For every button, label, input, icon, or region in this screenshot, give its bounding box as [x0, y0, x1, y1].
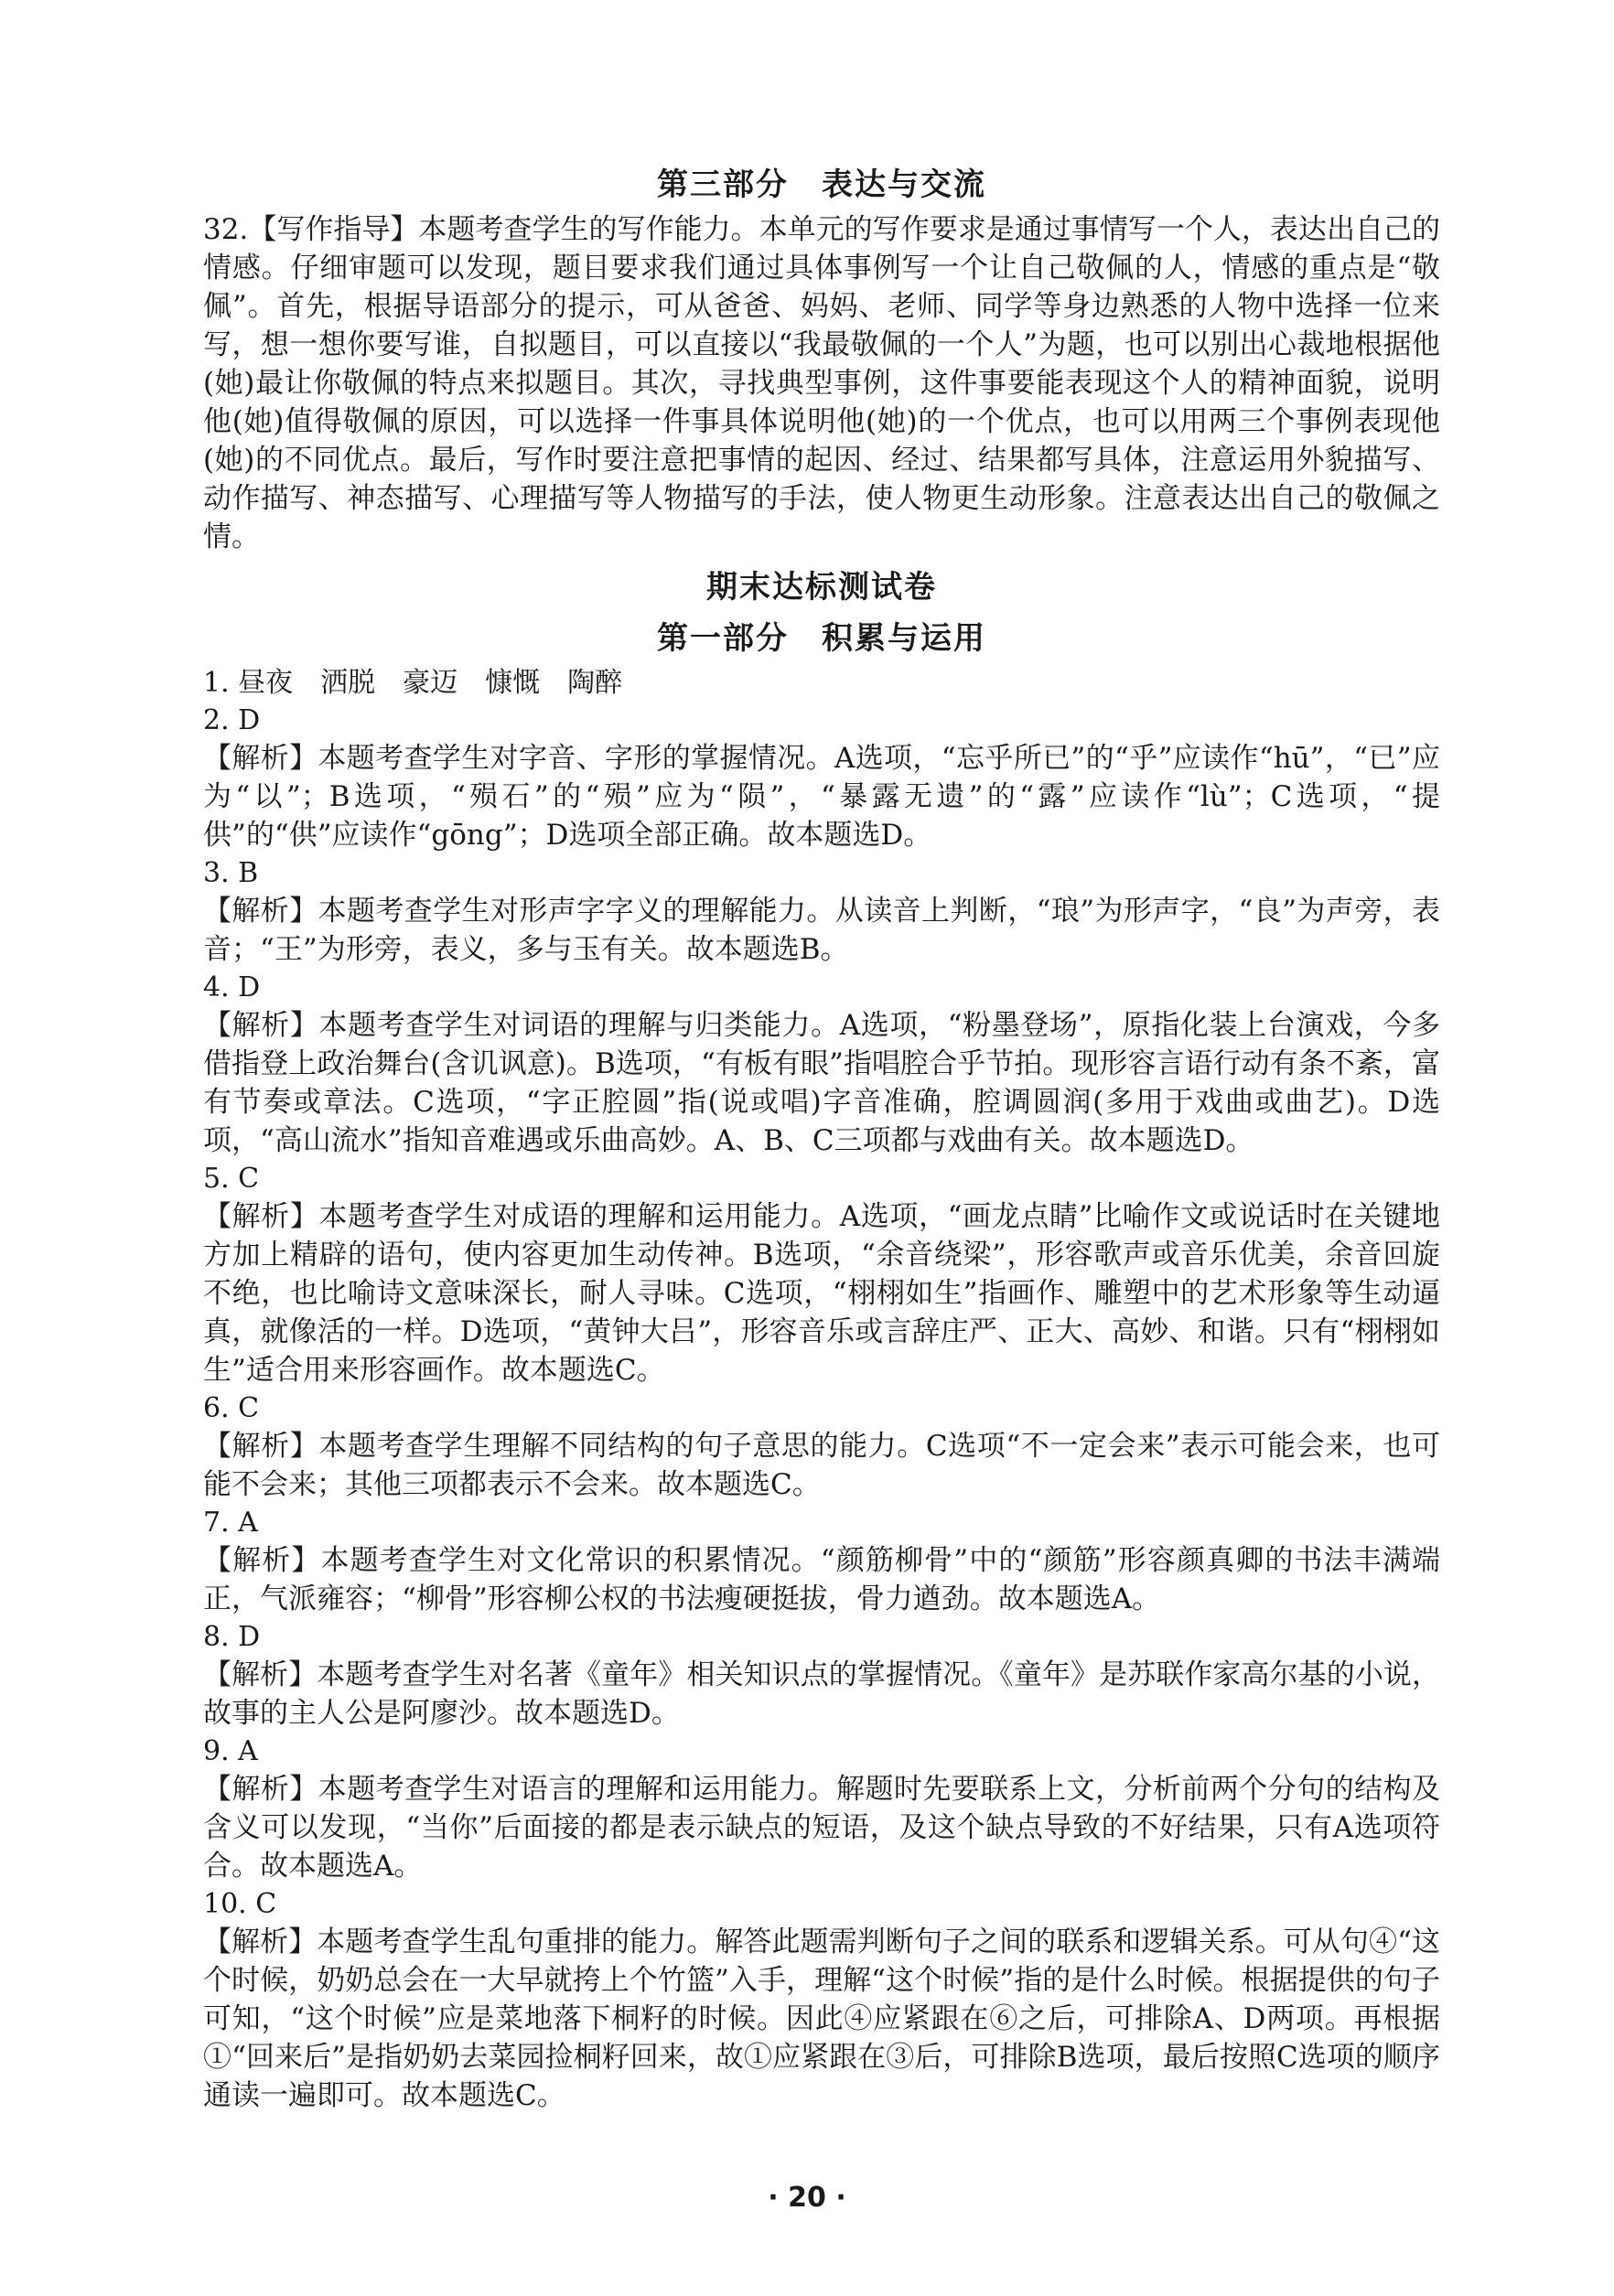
question-9: [203, 1733, 1440, 1885]
answer-line: 5. C: [203, 1163, 260, 1195]
answer-page: [203, 156, 1440, 2115]
answer-line: 9. A: [203, 1735, 258, 1767]
answer-line: 10. C: [203, 1888, 277, 1920]
analysis-text: 【解析】本题考查学生乱句重排的能力。解答此题需判断句子之间的联系和逻辑关系。可从句④“这个时候，奶奶总会在一大早就挎上个竹篮”入手，理解“这个时候”指的是什么时候。根据提供的句子可知，“这个时候”应是菜地落下桐籽的时候。因此④应紧跟在⑥之后，可排除A、D两项。再根据①“回来后”是指奶奶去菜园捡桐籽回来，故①应紧跟在③后，可排除B选项，最后按照C选项的顺序通读一遍即可。故本题选C。: [203, 1926, 1440, 2112]
analysis-text: 【解析】本题考查学生对成语的理解和运用能力。A选项，“画龙点睛”比喻作文或说话时在关键地方加上精辟的语句，使内容更加生动传神。B选项，“余音绕梁”，形容歌声或音乐优美，余音回旋不绝，也比喻诗文意味深长，耐人寻味。C选项，“栩栩如生”指画作、雕塑中的艺术形象等生动逼真，就像活的一样。D选项，“黄钟大吕”，形容音乐或言辞庄严、正大、高妙、和谐。只有“栩栩如生”适合用来形容画作。故本题选C。: [203, 1200, 1440, 1387]
answer-line: 2. D: [203, 704, 261, 736]
answer-line: 4. D: [203, 971, 261, 1003]
question-5: [203, 1160, 1440, 1389]
analysis-text: 【解析】本题考查学生对字音、字形的掌握情况。A选项，“忘乎所已”的“乎”应读作“hū”，“已”应为“以”；B选项，“殒石”的“殒”应为“陨”，“暴露无遗”的“露”应读作“lù”；C选项，“提供”的“供”应读作“gōng”；D选项全部正确。故本题选D。: [203, 742, 1440, 852]
question-3: [203, 854, 1440, 969]
analysis-text: 【解析】本题考查学生对形声字字义的理解能力。从读音上判断，“琅”为形声字，“良”为声旁，表音；“王”为形旁，表义，多与玉有关。故本题选B。: [203, 895, 1440, 966]
question-1: [203, 664, 1440, 702]
part1-heading: 第一部分 积累与运用: [657, 620, 986, 657]
analysis-text: 【解析】本题考查学生理解不同结构的句子意思的能力。C选项“不一定会来”表示可能会来，也可能不会来；其他三项都表示不会来。故本题选C。: [203, 1430, 1440, 1501]
part3-heading: 第三部分 表达与交流: [657, 166, 986, 203]
exam-title: 期末达标测试卷: [706, 569, 937, 606]
analysis-text: 【解析】本题考查学生对名著《童年》相关知识点的掌握情况。《童年》是苏联作家高尔基的小说，故事的主人公是阿廖沙。故本题选D。: [203, 1658, 1440, 1730]
question-8: [203, 1618, 1440, 1733]
answer-line: 3. B: [203, 857, 259, 889]
answer-line: 1. 昼夜 洒脱 豪迈 慷慨 陶醉: [203, 667, 623, 699]
item-32-writing-guide: 32.【写作指导】本题考查学生的写作能力。本单元的写作要求是通过事情写一个人，表达出自己的情感。仔细审题可以发现，题目要求我们通过具体事例写一个让自己敬佩的人，情感的重点是“敬佩”。首先，根据导语部分的提示，可从爸爸、妈妈、老师、同学等身边熟悉的人物中选择一位来写，想一想你要写谁，自拟题目，可以直接以“我最敬佩的一个人”为题，也可以别出心裁地根据他(她)最让你敬佩的特点来拟题目。其次，寻找典型事例，这件事要能表现这个人的精神面貌，说明他(她)值得敬佩的原因，可以选择一件事具体说明他(她)的一个优点，也可以用两三个事例表现他(她)的不同优点。最后，写作时要注意把事情的起因、经过、结果都写具体，注意运用外貌描写、动作描写、神态描写、心理描写等人物描写的手法，使人物更生动形象。注意表达出自己的敬佩之情。: [203, 213, 1440, 553]
question-6: [203, 1389, 1440, 1504]
answer-line: 6. C: [203, 1392, 260, 1424]
question-10: [203, 1885, 1440, 2115]
answer-line: 8. D: [203, 1621, 261, 1653]
question-7: [203, 1504, 1440, 1618]
question-4: [203, 969, 1440, 1160]
analysis-text: 【解析】本题考查学生对词语的理解与归类能力。A选项，“粉墨登场”，原指化装上台演戏，今多借指登上政治舞台(含讥讽意)。B选项，“有板有眼”指唱腔合乎节拍。现形容言语行动有条不紊，富有节奏或章法。C选项，“字正腔圆”指(说或唱)字音准确，腔调圆润(多用于戏曲或曲艺)。D选项，“高山流水”指知音难遇或乐曲高妙。A、B、C三项都与戏曲有关。故本题选D。: [203, 1009, 1440, 1157]
question-2: [203, 702, 1440, 854]
page-number: · 20 ·: [768, 2182, 846, 2214]
analysis-text: 【解析】本题考查学生对语言的理解和运用能力。解题时先要联系上文，分析前两个分句的结构及含义可以发现，“当你”后面接的都是表示缺点的短语，及这个缺点导致的不好结果，只有A选项符合。故本题选A。: [203, 1773, 1440, 1883]
answer-line: 7. A: [203, 1507, 258, 1539]
analysis-text: 【解析】本题考查学生对文化常识的积累情况。“颜筋柳骨”中的“颜筋”形容颜真卿的书法丰满端正，气派雍容；“柳骨”形容柳公权的书法瘦硬挺拔，骨力遒劲。故本题选A。: [203, 1544, 1440, 1615]
